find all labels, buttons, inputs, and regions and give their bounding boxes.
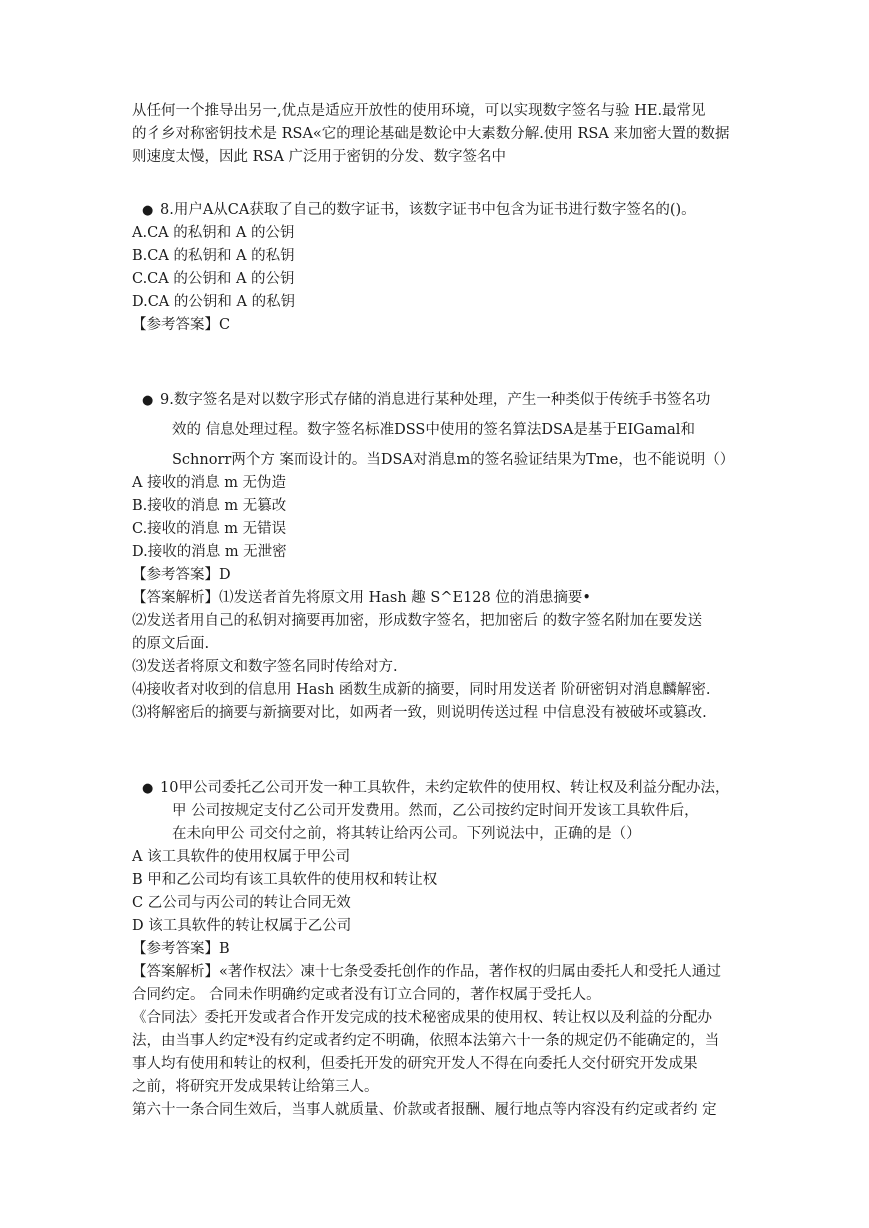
option-a: A 该工具软件的使用权属于甲公司 <box>132 849 351 865</box>
answer-analysis: 第六十一条合同生效后，当事人就质量、价款或者报酬、履行地点等内容没有约定或者约 定 <box>132 1102 717 1118</box>
answer-analysis: ⑶发送者将原文和数字签名同时传给对方. <box>132 659 398 675</box>
bullet-icon: ● <box>142 203 154 218</box>
question-text: 效的 信息处理过程。数字签名标准DSS中使用的签名算法DSA是基于EIGamal和 <box>172 422 695 438</box>
option-b: B 甲和乙公司均有该工具软件的使用权和转让权 <box>132 872 438 888</box>
bullet-icon: ● <box>142 781 154 796</box>
intro-line: 从任何一个推导出另一,优点是适应开放性的使用环境，可以实现数字签名与验 HE.最常见 <box>132 103 706 119</box>
answer-analysis: ⑷接收者对收到的信息用 Hash 函数生成新的摘要，同时用发送者 阶研密钥对消息麟解密. <box>132 682 711 698</box>
question-text: 在未向甲公 司交付之前，将其转让给丙公司。下列说法中，正确的是（） <box>172 826 641 842</box>
answer-analysis: 法，由当事人约定*没有约定或者约定不明确，依照本法第六十一条的规定仍不能确定的，当 <box>132 1033 720 1049</box>
question-text: 9.数字签名是对以数字形式存储的消息进行某种处理，产生一种类似于传统手书签名功 <box>160 392 711 408</box>
intro-paragraph <box>132 100 742 169</box>
answer-analysis: 【答案解析】⑴发送者首先将原文用 Hash 趣 S^E128 位的消患摘要• <box>132 590 591 606</box>
option-a: A 接收的消息 m 无伪造 <box>132 475 287 491</box>
question-9 <box>132 389 742 725</box>
question-8 <box>132 199 742 337</box>
option-c: C 乙公司与丙公司的转让合同无效 <box>132 895 351 911</box>
answer-analysis: ⑶将解密后的摘要与新摘要对比，如两者一致，则说明传送过程 中信息没有被破坏或篡改. <box>132 705 707 721</box>
intro-line: 则速度太慢，因此 RSA 广泛用于密钥的分发、数字签名中 <box>132 149 507 165</box>
option-d: D.接收的消息 m 无泄密 <box>132 544 287 560</box>
answer-analysis: 合同约定。 合同未作明确约定或者没有订立合同的，著作权属于受托人。 <box>132 987 601 1003</box>
answer-analysis: 之前，将研究开发成果转让给第三人。 <box>132 1079 379 1095</box>
answer-analysis: ⑵发送者用自己的私钥对摘要再加密，形成数字签名，把加密后 的数字签名附加在要发送 <box>132 613 703 629</box>
question-10-stem <box>132 777 742 846</box>
reference-answer: 【参考答案】B <box>132 941 230 957</box>
option-c: C.接收的消息 m 无错误 <box>132 521 287 537</box>
document-page <box>132 100 742 1122</box>
option-c: C.CA 的公钥和 A 的公钥 <box>132 271 295 287</box>
answer-analysis: 【答案解析】«著作权法〉凍十七条受委托创作的作品，著作权的归属由委托人和受托人通过 <box>132 964 721 980</box>
question-text: 8.用户A从CA获取了自己的数字证书，该数字证书中包含为证书进行数字签名的()。 <box>160 202 696 218</box>
option-d: D 该工具软件的转让权属于乙公司 <box>132 918 352 934</box>
question-text: 甲 公司按规定支付乙公司开发费用。然而，乙公司按约定时间开发该工具软件后， <box>172 803 699 819</box>
option-b: B.接收的消息 m 无篡改 <box>132 498 287 514</box>
answer-analysis: 《合同法〉委托开发或者合作开发完成的技术秘密成果的使用权、转让权以及利益的分配办 <box>132 1010 712 1026</box>
bullet-icon: ● <box>142 393 154 408</box>
question-8-stem <box>132 199 742 222</box>
answer-analysis: 的原文后面. <box>132 636 210 652</box>
question-text: 10甲公司委托乙公司开发一种工具软件，未约定软件的使用权、转让权及利益分配办法， <box>160 780 730 796</box>
intro-line: 的彳乡对称密钥技术是 RSA«它的理论基础是数论中大素数分解.使用 RSA 来加密大置的数据 <box>132 126 730 142</box>
option-a: A.CA 的私钥和 A 的公钥 <box>132 225 295 241</box>
reference-answer: 【参考答案】C <box>132 317 231 333</box>
option-b: B.CA 的私钥和 A 的私钥 <box>132 248 295 264</box>
answer-analysis: 事人均有使用和转让的权利，但委托开发的研究开发人不得在向委托人交付研究开发成果 <box>132 1056 698 1072</box>
reference-answer: 【参考答案】D <box>132 567 231 583</box>
question-text: Schnorr两个方 案而设计的。当DSA对消息m的签名验证结果为Tme，也不能说明（） <box>172 452 735 468</box>
question-10 <box>132 777 742 1122</box>
question-9-stem <box>132 389 742 472</box>
option-d: D.CA 的公钥和 A 的私钥 <box>132 294 296 310</box>
